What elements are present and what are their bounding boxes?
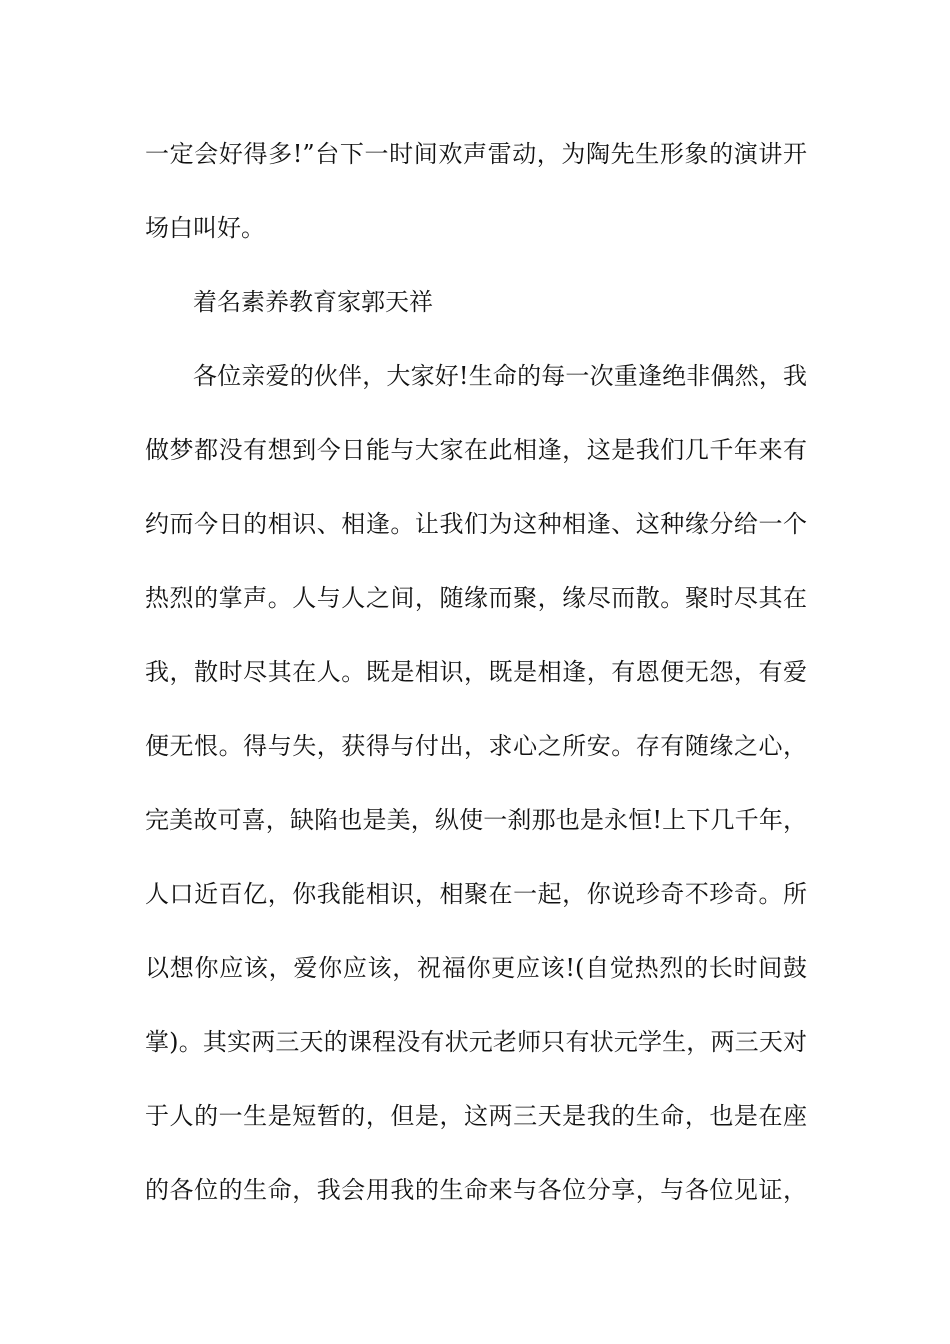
text-line: 以想你应该，爱你应该，祝福你更应该!(自觉热烈的长时间鼓: [145, 954, 807, 982]
text-line: 人口近百亿，你我能相识，相聚在一起，你说珍奇不珍奇。所: [145, 880, 807, 908]
text-line: 的各位的生命，我会用我的生命来与各位分享，与各位见证，: [145, 1176, 807, 1204]
text-line: 热烈的掌声。人与人之间，随缘而聚，缘尽而散。聚时尽其在: [145, 584, 807, 612]
paragraph-speech: [145, 339, 807, 1227]
text-line: 完美故可喜，缺陷也是美，纵使一刹那也是永恒!上下几千年，: [145, 806, 807, 834]
section-heading: 着名素养教育家郭天祥: [193, 288, 433, 316]
text-line: 做梦都没有想到今日能与大家在此相逢，这是我们几千年来有: [145, 436, 807, 464]
text-line: 各位亲爱的伙伴，大家好!生命的每一次重逢绝非偶然，我: [193, 362, 807, 390]
text-line: 场白叫好。: [145, 214, 265, 242]
paragraph-closing-quote: [145, 117, 807, 265]
text-line: 掌)。其实两三天的课程没有状元老师只有状元学生，两三天对: [145, 1028, 807, 1056]
paragraph-heading: [145, 265, 807, 339]
text-line: 一定会好得多!”台下一时间欢声雷动，为陶先生形象的演讲开: [145, 140, 807, 168]
text-line: 我，散时尽其在人。既是相识，既是相逢，有恩便无怨，有爱: [145, 658, 807, 686]
text-line: 约而今日的相识、相逢。让我们为这种相逢、这种缘分给一个: [145, 510, 807, 538]
text-line: 便无恨。得与失，获得与付出，求心之所安。存有随缘之心，: [145, 732, 807, 760]
text-line: 于人的一生是短暂的，但是，这两三天是我的生命，也是在座: [145, 1102, 807, 1130]
